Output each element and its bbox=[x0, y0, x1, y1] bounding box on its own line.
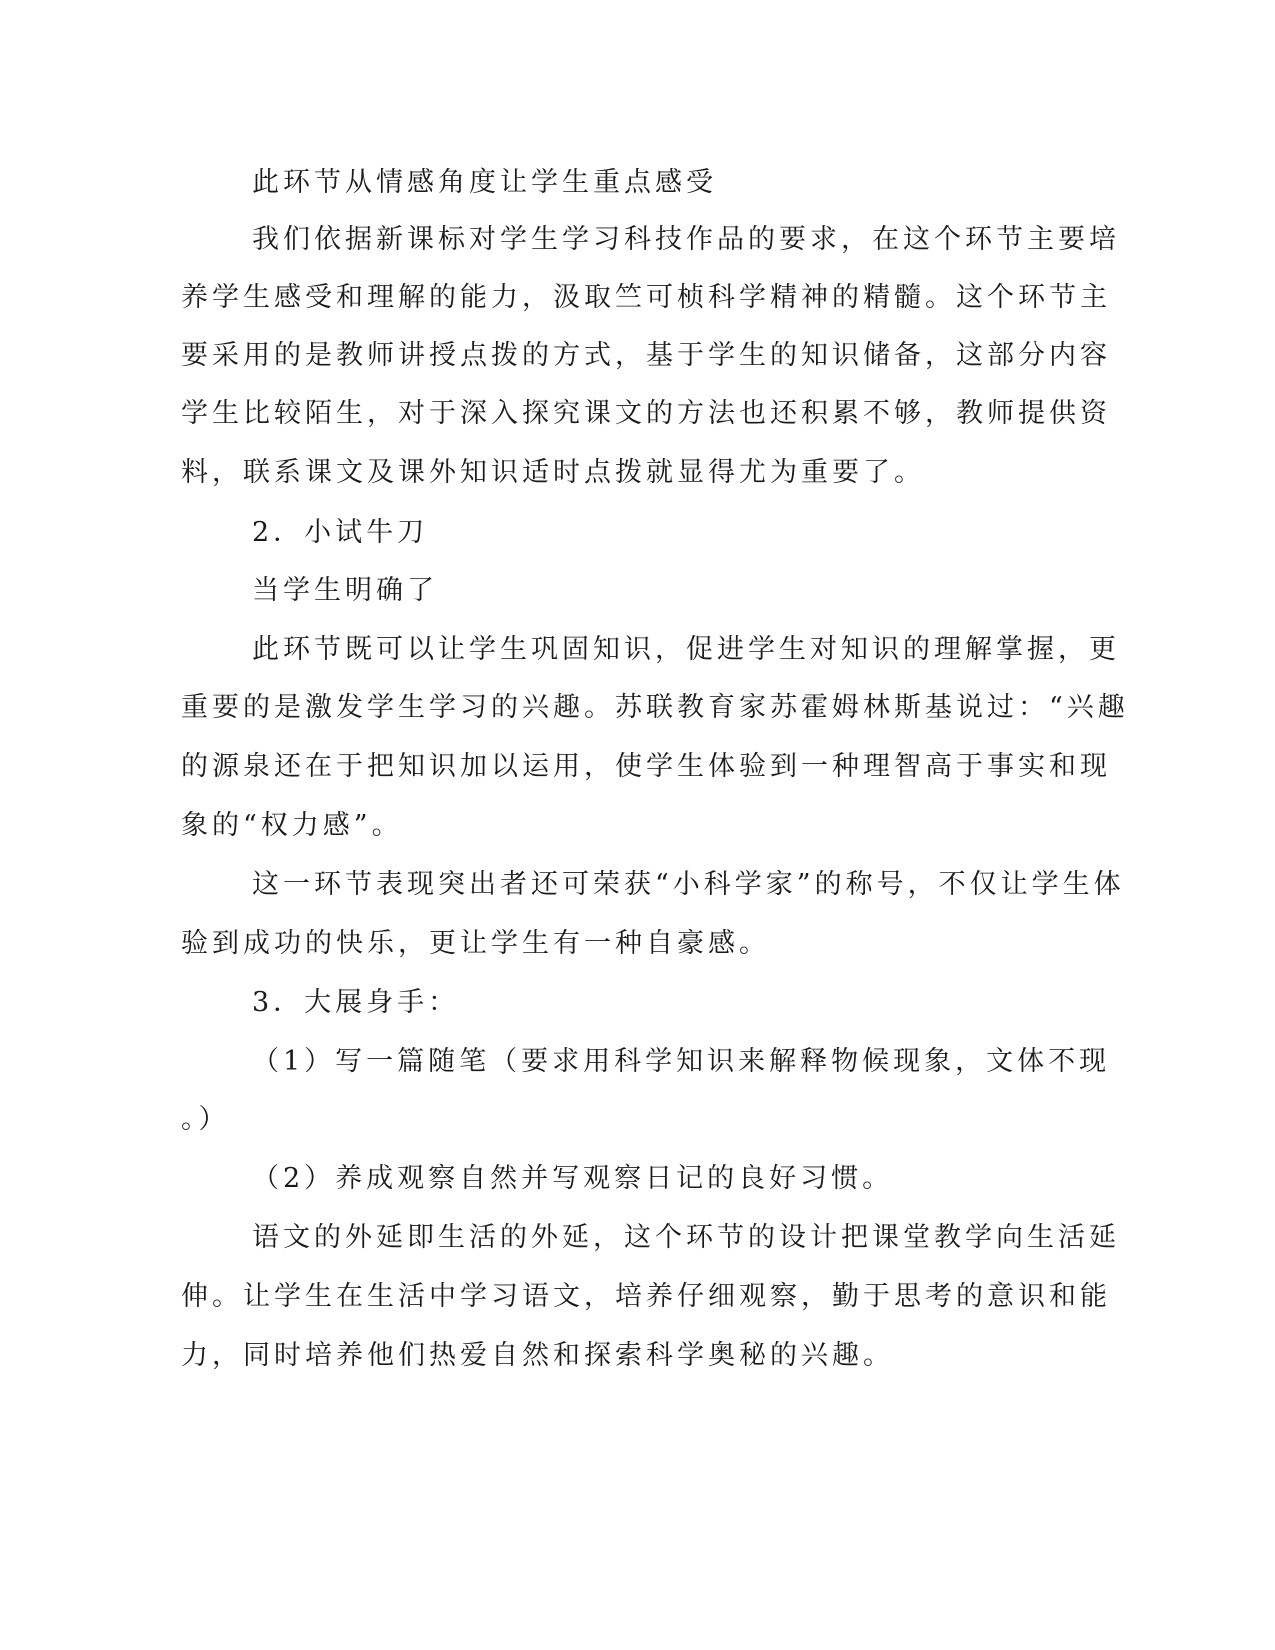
text-line: 语文的外延即生活的外延，这个环节的设计把课堂教学向生活延 bbox=[252, 1222, 1120, 1253]
text-line: 伸。让学生在生活中学习语文，培养仔细观察，勤于思考的意识和能 bbox=[181, 1281, 1111, 1312]
text-line: 的源泉还在于把知识加以运用，使学生体验到一种理智高于事实和现 bbox=[181, 751, 1111, 782]
text-line: 我们依据新课标对学生学习科技作品的要求，在这个环节主要培 bbox=[252, 224, 1120, 255]
text-line: 学生比较陌生，对于深入探究课文的方法也还积累不够，教师提供资 bbox=[181, 398, 1111, 429]
text-line: 这一环节表现突出者还可荣获“小科学家”的称号，不仅让学生体 bbox=[252, 869, 1125, 900]
text-line: 象的“权力感”。 bbox=[181, 810, 403, 841]
text-line: 力，同时培养他们热爱自然和探索科学奥秘的兴趣。 bbox=[181, 1340, 894, 1371]
list-item: （1）写一篇随笔（要求用科学知识来解释物候现象，文体不现 bbox=[252, 1046, 1111, 1077]
text-line: 要采用的是教师讲授点拨的方式，基于学生的知识储备，这部分内容 bbox=[181, 340, 1111, 371]
text-line: 。） bbox=[181, 1104, 230, 1135]
text-line: 验到成功的快乐，更让学生有一种自豪感。 bbox=[181, 928, 770, 959]
text-line: 当学生明确了 bbox=[252, 575, 438, 606]
text-line: 养学生感受和理解的能力，汲取竺可桢科学精神的精髓。这个环节主 bbox=[181, 282, 1111, 313]
text-line: 重要的是激发学生学习的兴趣。苏联教育家苏霍姆林斯基说过：“兴趣 bbox=[181, 692, 1129, 723]
section-heading: 3．大展身手： bbox=[252, 987, 460, 1018]
text-line: 此环节既可以让学生巩固知识，促进学生对知识的理解掌握，更 bbox=[252, 634, 1120, 665]
text-line: 此环节从情感角度让学生重点感受 bbox=[252, 167, 717, 198]
list-item: （2）养成观察自然并写观察日记的良好习惯。 bbox=[252, 1163, 894, 1194]
section-heading: 2．小试牛刀 bbox=[252, 517, 429, 548]
text-line: 料，联系课文及课外知识适时点拨就显得尤为重要了。 bbox=[181, 457, 925, 488]
